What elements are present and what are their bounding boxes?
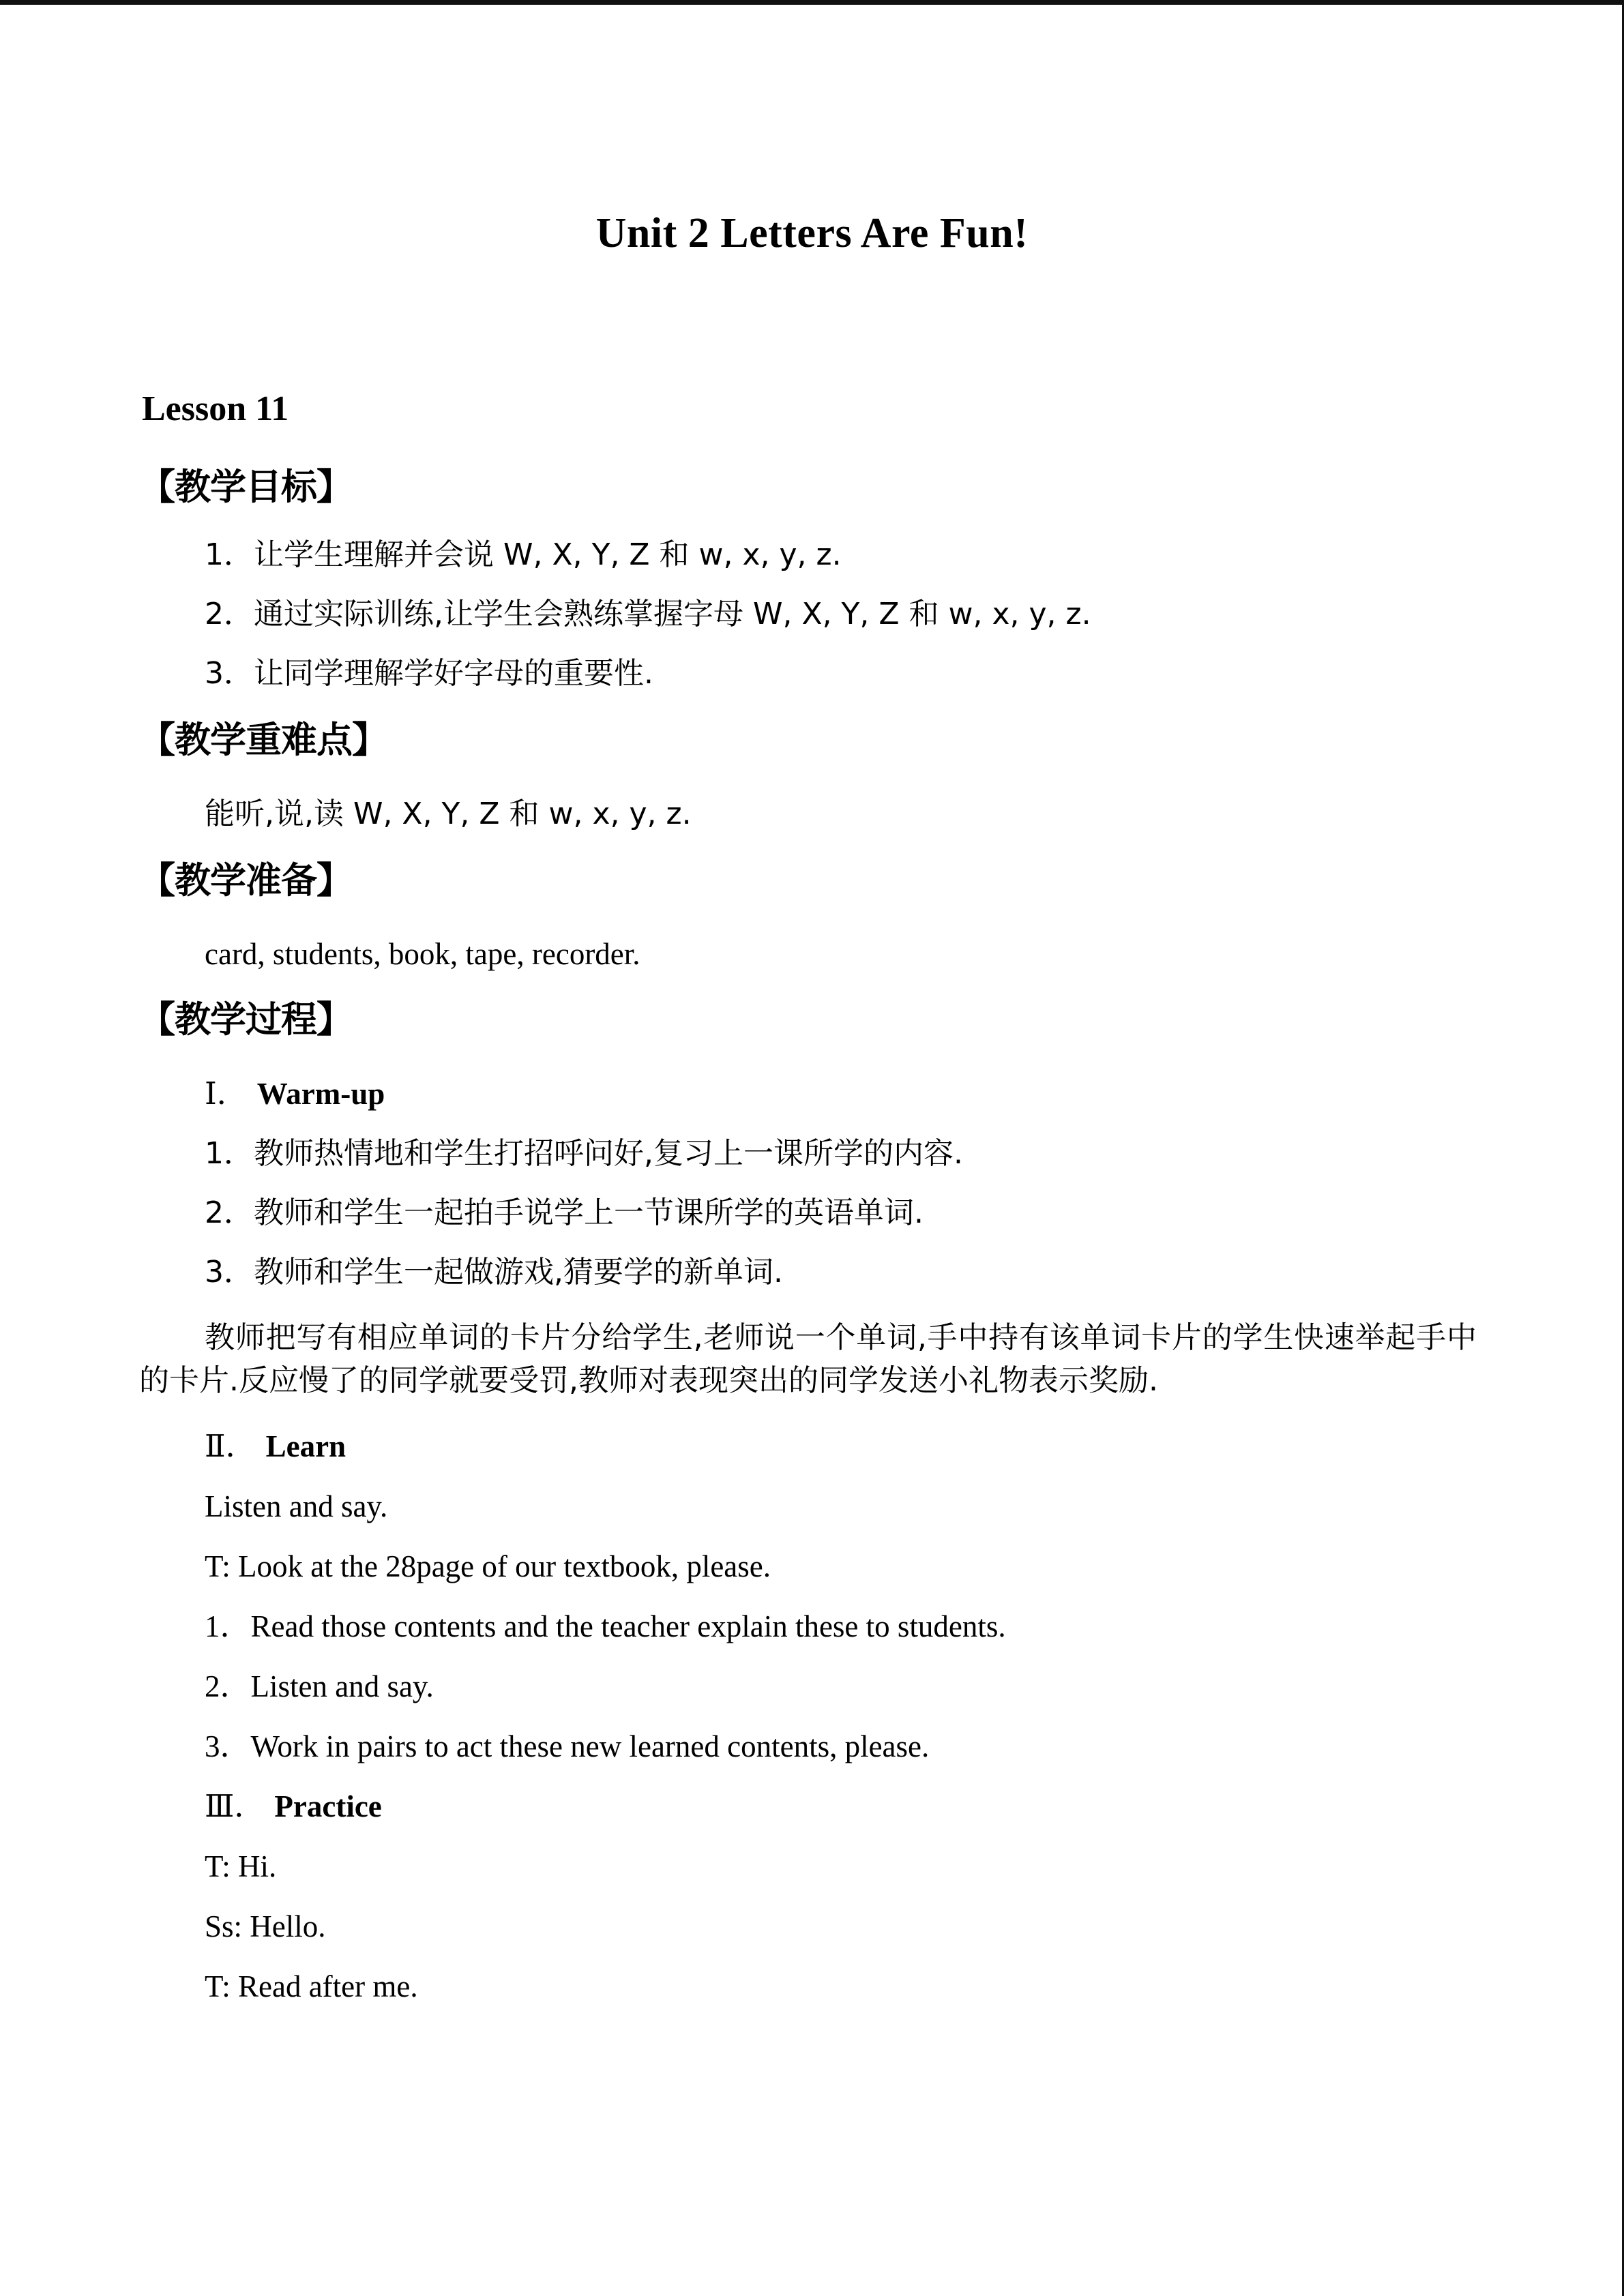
spacer — [0, 1402, 1624, 1431]
spacer — [0, 1942, 1624, 1971]
spacer — [0, 904, 1624, 939]
spacer — [0, 1109, 1624, 1139]
practice-numeral: Ⅲ． — [205, 1789, 265, 1824]
spacer — [0, 1462, 1624, 1491]
subsection-heading-practice — [0, 1791, 1624, 1822]
learn-item-1: 1．Read those contents and the teacher explain these to students. — [205, 1609, 1006, 1644]
document-content — [0, 5, 1624, 2002]
learn-label: Learn — [265, 1429, 346, 1464]
goals-item-3: 3．让同学理解学好字母的重要性. — [205, 655, 653, 691]
warm-up-item-2: 2．教师和学生一起拍手说学上一节课所学的英语单词. — [205, 1195, 924, 1231]
spacer — [0, 1287, 1624, 1317]
warm-up-paragraph: 教师把写有相应单词的卡片分给学生,老师说一个单词,手中持有该单词卡片的学生快速举起手中的卡片.反应慢了的同学就要受罚,教师对表现突出的同学发送小礼物表示奖励. — [139, 1320, 1477, 1398]
spacer — [0, 511, 1624, 540]
section-heading-goals: 【教学目标】 — [139, 466, 352, 508]
warm-up-label: Warm-up — [256, 1077, 385, 1112]
practice-dialogue-1: T: Hi. — [205, 1849, 277, 1884]
lesson-heading: Lesson 11 — [142, 389, 289, 428]
spacer — [0, 1043, 1624, 1079]
learn-item-2: 2．Listen and say. — [205, 1669, 434, 1704]
learn-numeral: Ⅱ． — [205, 1429, 256, 1464]
preparation-text: card, students, book, tape, recorder. — [205, 937, 640, 972]
spacer — [0, 1762, 1624, 1791]
warm-up-item-3: 3．教师和学生一起做游戏,猜要学的新单词. — [205, 1255, 783, 1290]
practice-dialogue-3: T: Read after me. — [205, 1969, 418, 2004]
page-title: Unit 2 Letters Are Fun! — [595, 210, 1029, 256]
warm-up-numeral: Ⅰ． — [205, 1077, 248, 1112]
key-points-text: 能听,说,读 W, X, Y, Z 和 w, x, y, z. — [205, 796, 692, 831]
subsection-heading-warm-up — [0, 1077, 1624, 1112]
section-heading-process: 【教学过程】 — [139, 999, 352, 1041]
section-heading-key-points: 【教学重难点】 — [139, 719, 387, 761]
goals-item-1: 1．让学生理解并会说 W, X, Y, Z 和 w, x, y, z. — [205, 537, 842, 572]
practice-dialogue-2: Ss: Hello. — [205, 1909, 326, 1944]
spacer — [0, 629, 1624, 659]
spacer — [0, 1642, 1624, 1671]
spacer — [0, 1522, 1624, 1551]
goals-item-2: 2．通过实际训练,让学生会熟练掌握字母 W, X, Y, Z 和 w, x, y, z. — [205, 596, 1091, 631]
spacer — [0, 1582, 1624, 1611]
learn-intro: Listen and say. — [205, 1489, 388, 1524]
warm-up-item-1: 1．教师热情地和学生打招呼问好,复习上一课所学的内容. — [205, 1136, 963, 1172]
spacer — [0, 570, 1624, 599]
practice-label: Practice — [274, 1789, 382, 1824]
spacer — [0, 764, 1624, 799]
spacer — [0, 1882, 1624, 1911]
spacer — [0, 1169, 1624, 1198]
section-heading-preparation: 【教学准备】 — [139, 859, 352, 901]
spacer — [0, 1702, 1624, 1731]
learn-item-3: 3．Work in pairs to act these new learned contents, please. — [205, 1729, 930, 1764]
spacer — [0, 1228, 1624, 1257]
spacer — [0, 1822, 1624, 1851]
subsection-heading-learn — [0, 1431, 1624, 1462]
learn-teacher-line: T: Look at the 28page of our textbook, please. — [205, 1549, 771, 1584]
